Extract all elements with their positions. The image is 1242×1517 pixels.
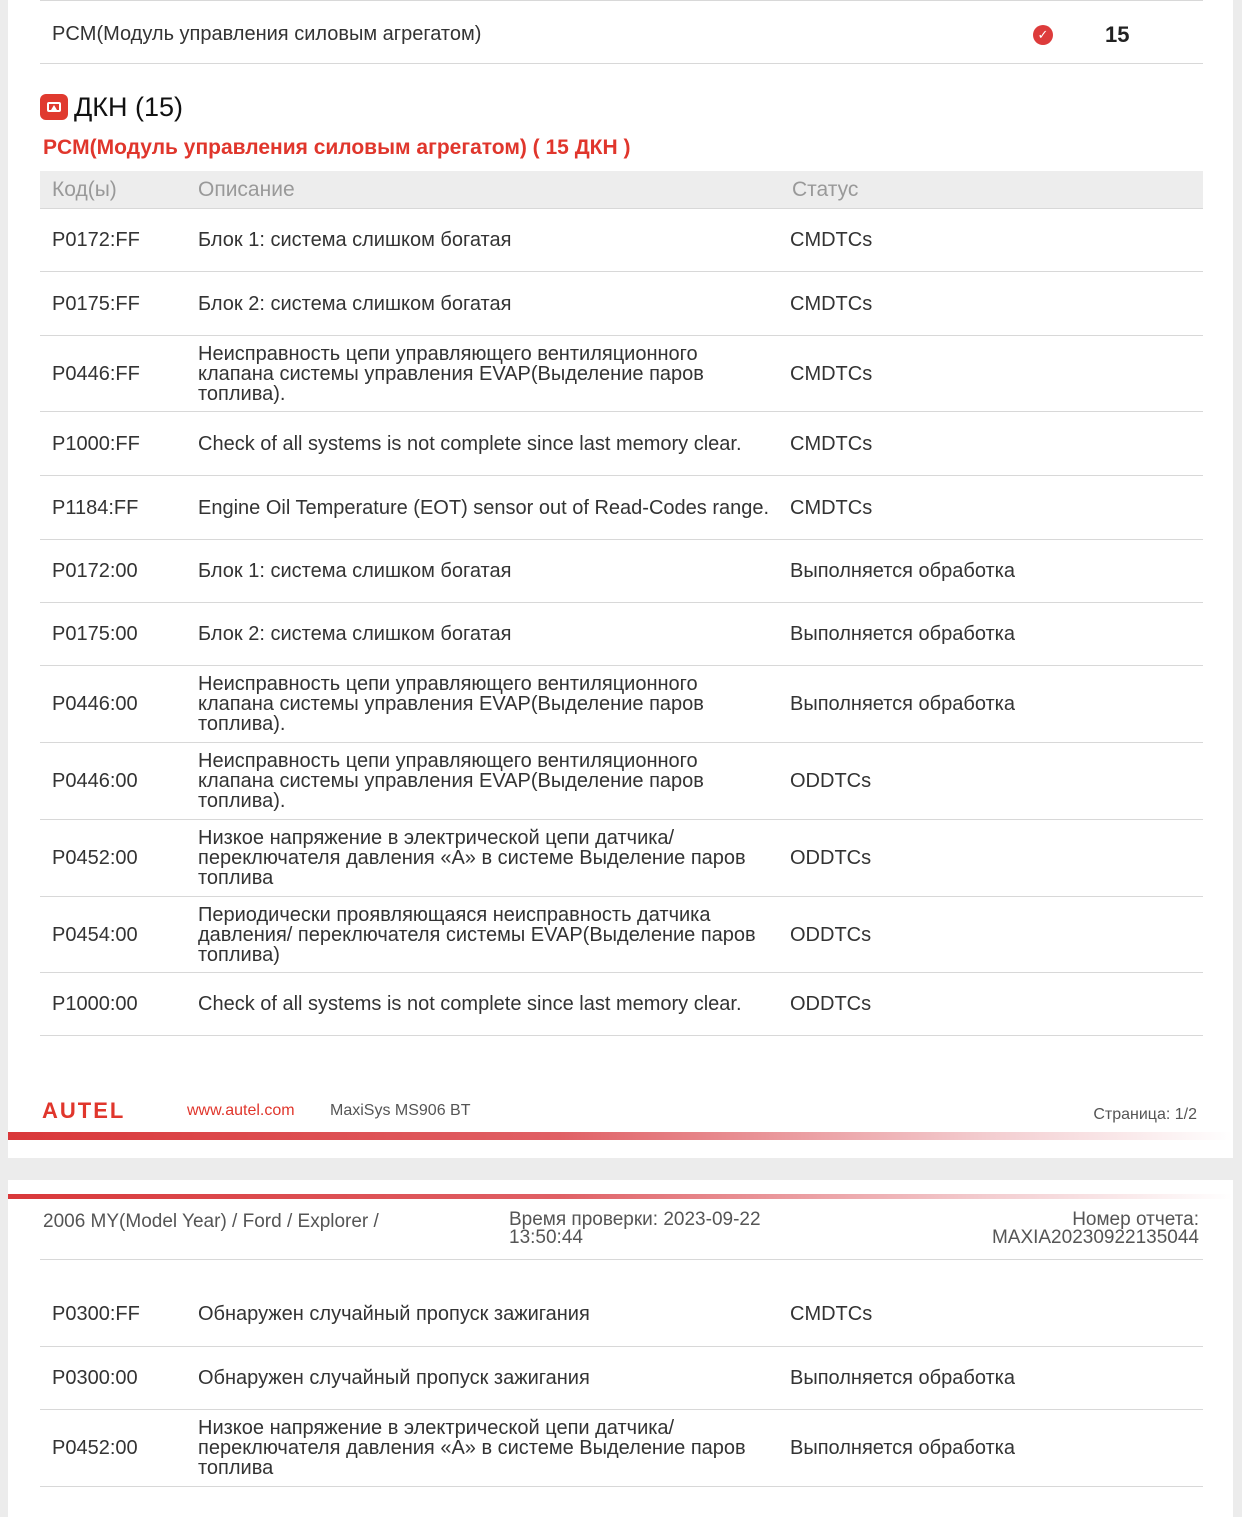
vehicle-info: 2006 MY(Model Year) / Ford / Explorer / — [43, 1211, 379, 1232]
dtc-status: ODDTCs — [780, 820, 1203, 897]
header-status: Статус — [780, 171, 1203, 209]
dtc-description: Периодически проявляющаяся неисправность датчика давления/ переключателя системы EVAP(Выделение паров топлива) — [186, 897, 780, 973]
check-time: Время проверки: 2023-09-22 13:50:44 — [509, 1209, 761, 1248]
dtc-status: Выполняется обработка — [780, 1409, 1203, 1486]
device-model: MaxiSys MS906 BT — [330, 1102, 471, 1119]
dtc-code: P0300:FF — [40, 1283, 186, 1346]
dtc-icon — [40, 94, 68, 120]
report-page-1 — [8, 0, 1233, 1158]
report-page-2 — [8, 1180, 1233, 1517]
dtc-status: CMDTCs — [780, 209, 1203, 272]
dtc-table-header — [40, 171, 1203, 209]
dtc-description: Обнаружен случайный пропуск зажигания — [186, 1346, 780, 1409]
dtc-status: ODDTCs — [780, 897, 1203, 973]
dtc-code: P0172:FF — [40, 209, 186, 272]
dtc-status: Выполняется обработка — [780, 540, 1203, 603]
dtc-description: Блок 2: система слишком богатая — [186, 603, 780, 666]
table-row[interactable] — [40, 666, 1203, 743]
dtc-code: P1000:00 — [40, 973, 186, 1036]
system-dtc-title: PCM(Модуль управления силовым агрегатом) ( 15 ДКН ) — [43, 136, 631, 159]
dtc-code: P0446:00 — [40, 666, 186, 743]
dtc-description: Неисправность цепи управляющего вентиляционного клапана системы управления EVAP(Выделение паров топлива). — [186, 336, 780, 412]
table-row[interactable] — [40, 336, 1203, 412]
dtc-description: Обнаружен случайный пропуск зажигания — [186, 1283, 780, 1346]
report-number: Номер отчета: MAXIA20230922135044 — [991, 1209, 1199, 1248]
table-row[interactable] — [40, 540, 1203, 603]
dtc-status: ODDTCs — [780, 743, 1203, 820]
table-row[interactable] — [40, 820, 1203, 897]
dtc-code: P1184:FF — [40, 476, 186, 540]
dtc-code: P0300:00 — [40, 1346, 186, 1409]
dtc-description: Engine Oil Temperature (EOT) sensor out of Read-Codes range. — [186, 476, 780, 540]
dtc-status: Выполняется обработка — [780, 603, 1203, 666]
dtc-code: P0175:FF — [40, 272, 186, 336]
wrench-icon: ✓ — [1033, 25, 1053, 45]
dtc-table-continued — [40, 1283, 1203, 1487]
header-code: Код(ы) — [40, 171, 186, 209]
dtc-code: P0452:00 — [40, 1409, 186, 1486]
dtc-code: P0446:00 — [40, 743, 186, 820]
page-number: Страница: 1/2 — [1093, 1106, 1197, 1123]
table-row[interactable] — [40, 209, 1203, 272]
dtc-description: Блок 2: система слишком богатая — [186, 272, 780, 336]
table-row[interactable] — [40, 897, 1203, 973]
website-link[interactable]: www.autel.com — [187, 1102, 295, 1119]
dtc-status: CMDTCs — [780, 272, 1203, 336]
dtc-code: P0454:00 — [40, 897, 186, 973]
dtc-description: Неисправность цепи управляющего вентиляционного клапана системы управления EVAP(Выделение паров топлива). — [186, 743, 780, 820]
dtc-code: P0175:00 — [40, 603, 186, 666]
dtc-code: P0446:FF — [40, 336, 186, 412]
dtc-status: CMDTCs — [780, 412, 1203, 476]
table-row[interactable] — [40, 1283, 1203, 1346]
system-summary-row[interactable] — [40, 0, 1203, 64]
dtc-description: Низкое напряжение в электрической цепи датчика/переключателя давления «A» в системе Выделение паров топлива — [186, 820, 780, 897]
table-row[interactable] — [40, 743, 1203, 820]
dtc-description: Блок 1: система слишком богатая — [186, 540, 780, 603]
table-row[interactable] — [40, 603, 1203, 666]
page-footer — [8, 1090, 1233, 1158]
dtc-description: Низкое напряжение в электрической цепи датчика/переключателя давления «A» в системе Выделение паров топлива — [186, 1409, 780, 1486]
dtc-status: CMDTCs — [780, 476, 1203, 540]
dtc-status: CMDTCs — [780, 336, 1203, 412]
dtc-status: ODDTCs — [780, 973, 1203, 1036]
table-row[interactable] — [40, 973, 1203, 1036]
header-description: Описание — [186, 171, 780, 209]
dtc-status: Выполняется обработка — [780, 666, 1203, 743]
dtc-code: P1000:FF — [40, 412, 186, 476]
dtc-description: Check of all systems is not complete since last memory clear. — [186, 973, 780, 1036]
dtc-code: P0452:00 — [40, 820, 186, 897]
table-row[interactable] — [40, 272, 1203, 336]
dtc-table — [40, 171, 1203, 1036]
autel-logo: AUTEL — [42, 1098, 126, 1123]
dtc-status: Выполняется обработка — [780, 1346, 1203, 1409]
dtc-section-title: ДКН (15) — [74, 92, 184, 122]
table-row[interactable] — [40, 476, 1203, 540]
dtc-count: 15 — [1105, 22, 1130, 47]
table-row[interactable] — [40, 412, 1203, 476]
dtc-status: CMDTCs — [780, 1283, 1203, 1346]
table-row[interactable] — [40, 1346, 1203, 1409]
table-row[interactable] — [40, 1409, 1203, 1486]
dtc-description: Неисправность цепи управляющего вентиляционного клапана системы управления EVAP(Выделение паров топлива). — [186, 666, 780, 743]
system-name: PCM(Модуль управления силовым агрегатом) — [52, 23, 482, 45]
dtc-code: P0172:00 — [40, 540, 186, 603]
dtc-description: Блок 1: система слишком богатая — [186, 209, 780, 272]
dtc-description: Check of all systems is not complete since last memory clear. — [186, 412, 780, 476]
footer-divider — [8, 1132, 1233, 1140]
report-header — [40, 1199, 1203, 1260]
